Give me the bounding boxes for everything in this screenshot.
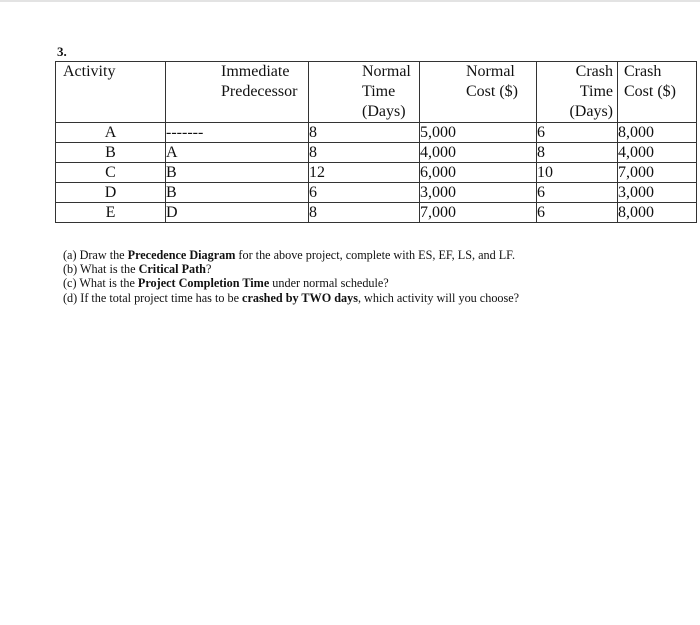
cell-activity: A — [56, 123, 166, 143]
cell-activity: D — [56, 183, 166, 203]
cell-activity: C — [56, 163, 166, 183]
cell-normal-cost: 5,000 — [420, 123, 537, 143]
cell-crash-time: 6 — [537, 203, 618, 223]
cell-normal-cost: 4,000 — [420, 143, 537, 163]
cell-normal-time: 12 — [309, 163, 420, 183]
table-header-row — [56, 62, 697, 123]
cell-normal-time: 8 — [309, 203, 420, 223]
cell-normal-time: 6 — [309, 183, 420, 203]
table-row — [56, 123, 697, 143]
cell-normal-cost: 6,000 — [420, 163, 537, 183]
header-crash-cost: Crash Cost ($) — [618, 62, 697, 123]
cell-predecessor: ------- — [166, 123, 309, 143]
cell-crash-time: 6 — [537, 183, 618, 203]
cell-crash-cost: 3,000 — [618, 183, 697, 203]
cell-crash-cost: 8,000 — [618, 203, 697, 223]
header-activity: Activity — [56, 62, 166, 123]
question-d: (d) If the total project time has to be crashed by TWO days, which activity will you choose? — [63, 290, 520, 305]
activity-table — [55, 61, 697, 223]
header-immediate-predecessor: Immediate Predecessor — [166, 62, 309, 123]
cell-predecessor: B — [166, 163, 309, 183]
cell-crash-time: 6 — [537, 123, 618, 143]
cell-activity: E — [56, 203, 166, 223]
table-row — [56, 163, 697, 183]
question-number: 3. — [57, 44, 67, 59]
cell-activity: B — [56, 143, 166, 163]
table-row — [56, 183, 697, 203]
header-normal-time: Normal Time (Days) — [309, 62, 420, 123]
cell-crash-cost: 8,000 — [618, 123, 697, 143]
question-c: (c) What is the Project Completion Time under normal schedule? — [63, 276, 389, 291]
header-crash-time: Crash Time (Days) — [537, 62, 618, 123]
cell-normal-cost: 3,000 — [420, 183, 537, 203]
cell-normal-cost: 7,000 — [420, 203, 537, 223]
cell-normal-time: 8 — [309, 123, 420, 143]
header-normal-cost: Normal Cost ($) — [420, 62, 537, 123]
cell-normal-time: 8 — [309, 143, 420, 163]
table-row — [56, 203, 697, 223]
top-divider — [0, 0, 700, 2]
table-row — [56, 143, 697, 163]
cell-crash-time: 10 — [537, 163, 618, 183]
cell-predecessor: B — [166, 183, 309, 203]
cell-predecessor: D — [166, 203, 309, 223]
question-a: (a) Draw the Precedence Diagram for the above project, complete with ES, EF, LS, and LF. — [63, 248, 516, 262]
question-b: (b) What is the Critical Path? — [63, 262, 212, 277]
cell-predecessor: A — [166, 143, 309, 163]
question-list — [63, 248, 519, 305]
cell-crash-cost: 4,000 — [618, 143, 697, 163]
cell-crash-cost: 7,000 — [618, 163, 697, 183]
cell-crash-time: 8 — [537, 143, 618, 163]
